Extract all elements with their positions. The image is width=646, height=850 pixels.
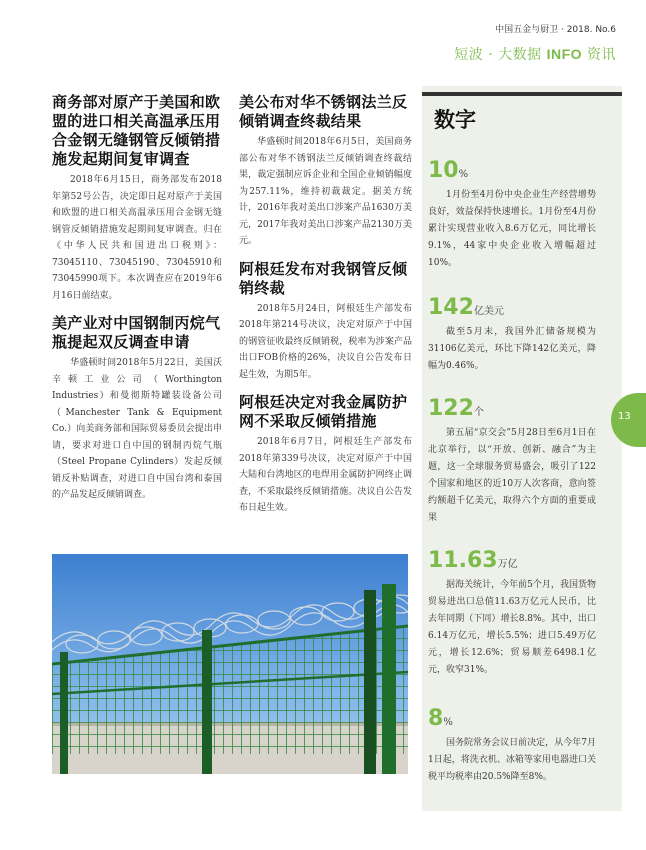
stat-value: 122 [428, 396, 474, 421]
column-middle [239, 93, 412, 517]
article-body: 2018年5月24日，阿根廷生产部发布2018年第214号决议，决定对原产于中国的钢管征收最终反倾销税，税率为涉案产品出口FOB价格的26%，决议自公告发布日起生效，为期5年。 [239, 303, 412, 380]
article-body: 华盛顿时间2018年6月5日，美国商务部公布对华不锈钢法兰反倾销调查终裁结果，裁定强制应诉企业和全国企业倾销幅度为257.11%，维持初裁裁定。据美方统计，2016年我对美出口涉案产品1630万美元，2017年我对美出口涉案产品2130万美元。 [239, 137, 412, 246]
stat-value: 142 [428, 295, 474, 320]
section-header [454, 44, 616, 64]
section-label-en: INFO [546, 46, 583, 62]
stat-value: 11.63 [428, 548, 498, 573]
section-label-cn: 短波 · 大数据 [454, 47, 547, 63]
article-body: 2018年6月7日，阿根廷生产部发布2018年第339号决议，决定对原产于中国大陆和台湾地区的电焊用金属防护网终止调查，不采取最终反倾销措施。决议自公告发布日起生效。 [239, 437, 412, 513]
stat-item [428, 706, 596, 786]
stat-unit: % [458, 169, 469, 180]
article [52, 314, 222, 504]
article-body: 2018年6月15日，商务部发布2018年第52号公告，决定即日起对原产于美国和欧盟的进口相关高温承压用合金钢无缝钢管反倾销措施发起期间复审调查。归在《中华人民共和国进出口税则》：73045110、73045190、73045910和73045990项下。本次调查应在2019年6月16日前结束。 [52, 175, 222, 301]
stat-text: 国务院常务会议日前决定，从今年7月1日起，将洗衣机、冰箱等家用电器进口关税平均税率由20.5%降至8%。 [428, 738, 596, 782]
stat-text: 第五届“京交会”5月28日至6月1日在北京举行，以“开放、创新、融合”为主题，这一全球服务贸易盛会，吸引了122个国家和地区的近10万人次客商，意向签约额超千亿美元，取得六个方面的重要成果 [428, 428, 596, 523]
article-headline: 商务部对原产于美国和欧盟的进口相关高温承压用合金钢无缝钢管反倾销措施发起期间复审调查 [52, 93, 221, 168]
fence-photo [52, 554, 408, 774]
publication-header: 中国五金与厨卫 · 2018. No.6 [495, 25, 616, 35]
article-headline: 美公布对华不锈钢法兰反倾销调查终裁结果 [239, 93, 408, 130]
stat-unit: 亿美元 [473, 306, 504, 317]
stat-item [428, 548, 596, 679]
article-body: 华盛顿时间2018年5月22日，美国沃辛顿工业公司（Worthington Industries）和曼彻斯特罐装设备公司（Manchester Tank & Equipment Co.）向美商务部和国际贸易委员会提出申请，要求对进口自中国的钢制丙烷气瓶（Steel Propane Cylinders）发起反倾销反补贴调查，对进口自中国台湾和泰国的产品发起反倾销调查。 [52, 358, 222, 500]
page-number: 13 [618, 411, 631, 422]
stat-value: 10 [428, 158, 459, 183]
stat-text: 1月份至4月份中央企业生产经营增势良好，效益保持快速增长。1月份至4月份累计实现营业收入8.6万亿元，同比增长9.1%，44家中央企业收入增幅超过10%。 [428, 190, 596, 268]
sidebar-title: 数字 [434, 107, 476, 132]
article-headline: 阿根廷发布对我钢管反倾销终裁 [239, 259, 408, 297]
article [239, 393, 412, 517]
article [239, 260, 412, 384]
article [52, 93, 222, 304]
article-headline: 阿根廷决定对我金属防护网不采取反倾销措施 [239, 393, 408, 430]
stat-item [428, 158, 596, 272]
article [239, 93, 412, 250]
stat-unit: 万亿 [497, 559, 518, 570]
sidebar-divider [422, 92, 622, 96]
stat-value: 8 [428, 706, 444, 731]
stat-item [428, 396, 596, 527]
stat-unit: 个 [473, 407, 484, 418]
stat-text: 截至5月末，我国外汇储备规模为31106亿美元，环比下降142亿美元，降幅为0.46%。 [428, 327, 596, 371]
stat-text: 据海关统计，今年前5个月，我国货物贸易进出口总值11.63万亿元人民币，比去年同期（下同）增长8.8%。其中，出口6.14万亿元，增长5.5%；进口5.49万亿元，增长12.6%；贸易顺差6498.1亿元，收窄31%。 [428, 580, 596, 675]
stat-unit: % [443, 717, 453, 728]
column-left [52, 93, 222, 504]
article-headline: 美产业对中国钢制丙烷气瓶提起双反调查申请 [52, 314, 221, 351]
section-label-suffix: 资讯 [582, 47, 616, 63]
stat-item [428, 295, 596, 375]
